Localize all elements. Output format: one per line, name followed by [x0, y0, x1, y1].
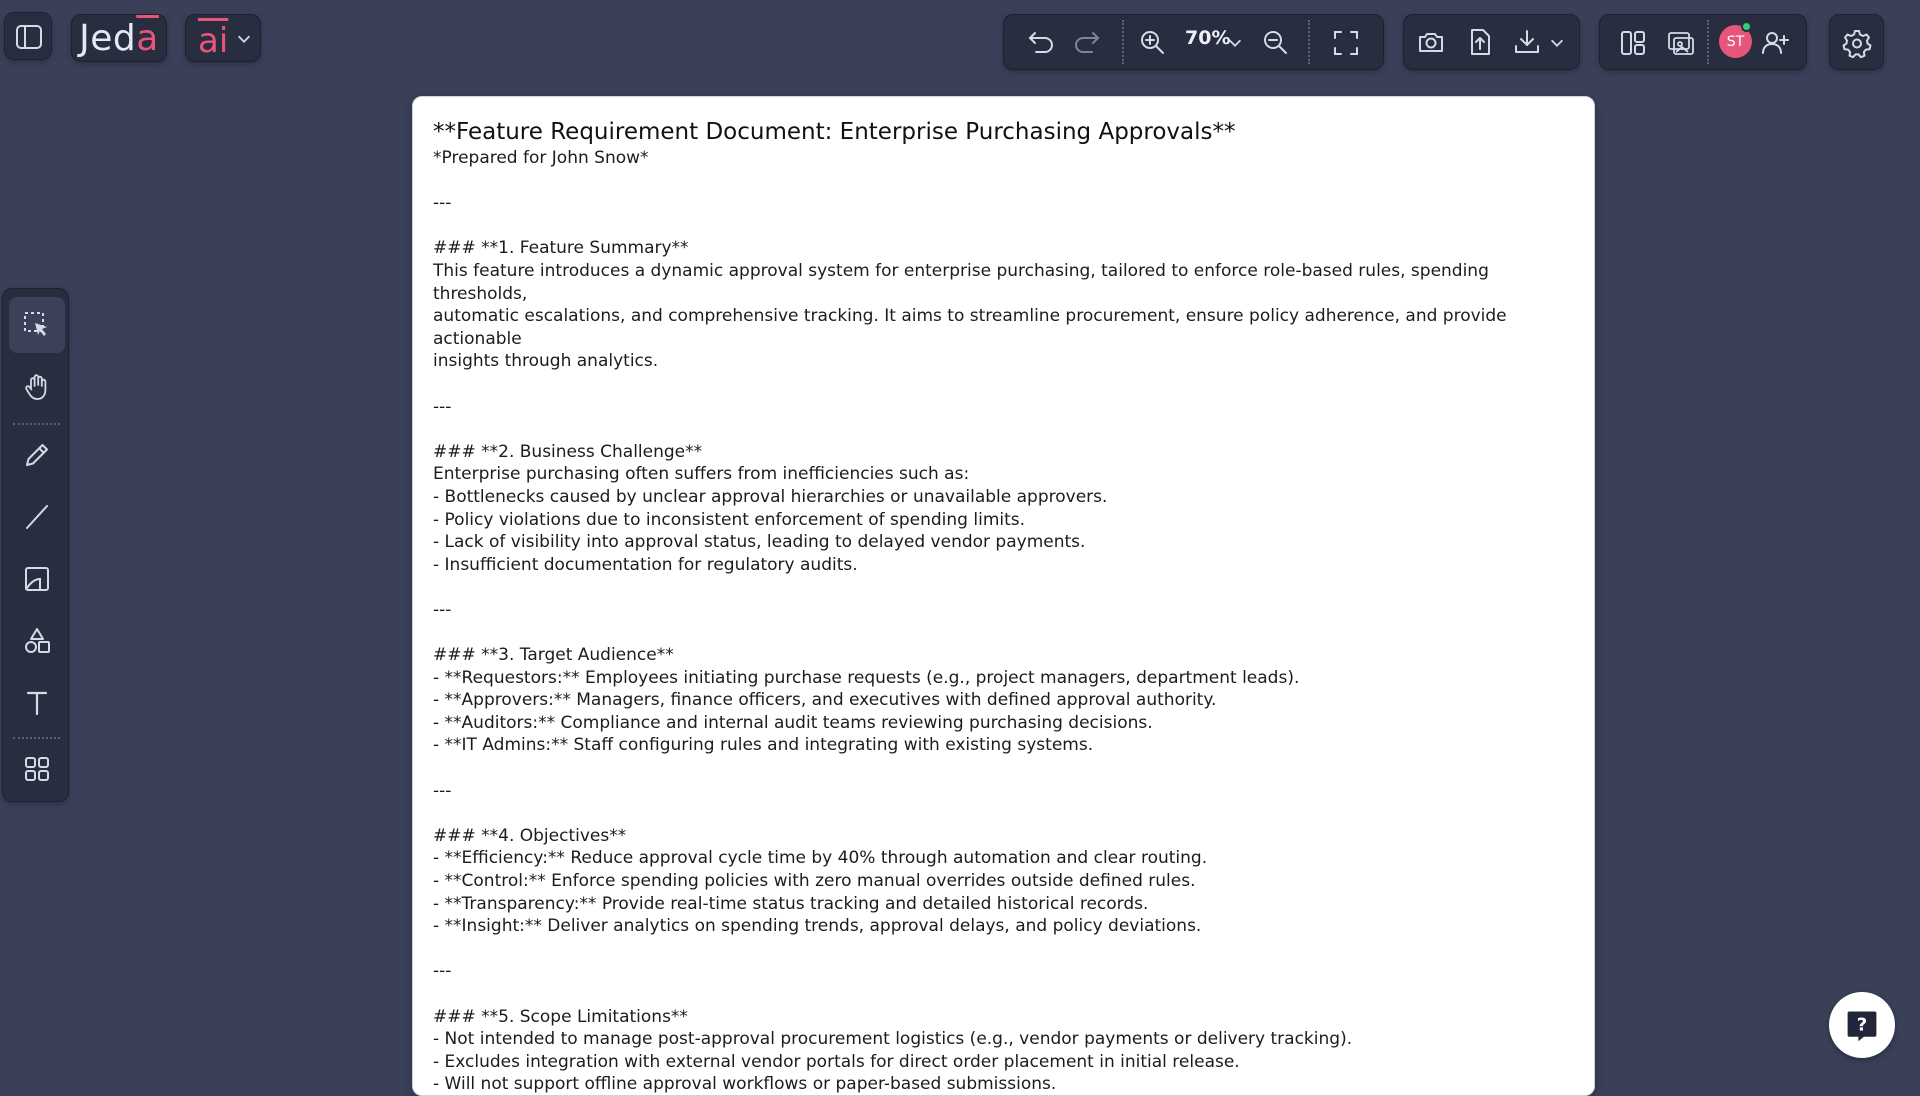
pencil-tool-button[interactable] — [9, 427, 65, 483]
components-tool-button[interactable] — [9, 741, 65, 797]
zoom-level[interactable]: 70% — [1185, 27, 1231, 49]
document-title: **Feature Requirement Document: Enterprise Purchasing Approvals** — [433, 119, 1236, 145]
toolbar-divider — [13, 423, 60, 425]
sidebar-toggle-button[interactable] — [4, 12, 52, 60]
document-line: --- — [433, 599, 452, 620]
document-line — [433, 576, 1574, 599]
line-tool-button[interactable] — [9, 489, 65, 545]
layout-panels-icon — [1618, 28, 1648, 58]
document-line: --- — [433, 396, 452, 417]
camera-icon — [1416, 27, 1446, 57]
brand-wordmark — [72, 15, 166, 61]
brand-logo[interactable] — [71, 14, 167, 62]
document-line: This feature introduces a dynamic approval system for enterprise purchasing, tailored to enforce role-based rules, spending thresholds, — [433, 260, 1495, 304]
document-line — [433, 418, 1574, 441]
document-line: ### **2. Business Challenge** — [433, 441, 703, 462]
document-line: - Lack of visibility into approval status, leading to delayed vendor payments. — [433, 532, 1086, 553]
text-icon — [22, 688, 52, 718]
add-user-icon — [1760, 28, 1790, 58]
document-line: - Bottlenecks caused by unclear approval hierarchies or unavailable approvers. — [433, 486, 1108, 507]
document-line: - Will not support offline approval workflows or paper-based submissions. — [433, 1074, 1057, 1095]
shapes-icon — [22, 626, 52, 656]
document-line: automatic escalations, and comprehensive tracking. It aims to streamline procurement, ensure policy adherence, and provide actionable — [433, 306, 1513, 349]
zoom-out-button[interactable] — [1259, 26, 1291, 58]
undo-button[interactable] — [1025, 26, 1057, 58]
redo-button[interactable] — [1071, 26, 1103, 58]
user-avatar[interactable]: ST — [1719, 25, 1752, 58]
ai-label: $\overline{ai}$ — [198, 21, 229, 61]
document-body — [433, 117, 1574, 1096]
hand-tool-button[interactable] — [9, 359, 65, 415]
document-content — [433, 147, 1574, 1096]
fullscreen-icon — [1331, 28, 1361, 58]
toolbar-divider — [1308, 20, 1310, 64]
document-line: *Prepared for John Snow* — [433, 148, 649, 168]
document-line — [433, 373, 1574, 396]
document-line: - **Auditors:** Compliance and internal audit teams reviewing purchasing decisions. — [433, 712, 1153, 733]
line-icon — [22, 502, 52, 532]
document-line — [433, 215, 1574, 238]
drawing-toolbar — [2, 288, 69, 802]
document-line: ### **1. Feature Summary** — [433, 238, 689, 259]
document-line — [433, 170, 1574, 193]
fit-screen-button[interactable] — [1329, 26, 1363, 60]
download-button[interactable] — [1510, 25, 1544, 59]
document-line: - Not intended to manage post-approval procurement logistics (e.g., vendor payments or delivery tracking). — [433, 1029, 1353, 1050]
brand-prefix: Jed — [79, 17, 137, 59]
document-line: - **Approvers:** Managers, finance officers, and executives with defined approval authority. — [433, 690, 1217, 711]
gear-icon — [1841, 27, 1873, 59]
help-button[interactable] — [1829, 992, 1895, 1058]
document-line — [433, 802, 1574, 825]
document-line: - **IT Admins:** Staff configuring rules and integrating with existing systems. — [433, 735, 1094, 756]
document-line: - **Requestors:** Employees initiating purchase requests (e.g., project managers, department leads). — [433, 667, 1300, 688]
toolbar-divider — [1707, 20, 1709, 64]
redo-icon — [1072, 27, 1102, 57]
help-question-icon — [1844, 1007, 1880, 1043]
toolbar-divider — [1122, 20, 1124, 64]
online-status-dot — [1741, 21, 1752, 32]
select-tool-button[interactable] — [9, 297, 65, 353]
hand-icon — [22, 372, 52, 402]
slides-icon — [1666, 28, 1696, 58]
undo-icon — [1026, 27, 1056, 57]
screenshot-button[interactable] — [1415, 26, 1447, 58]
sidebar-icon — [14, 22, 44, 52]
document-line: - **Insight:** Deliver analytics on spending trends, approval delays, and policy deviations. — [433, 916, 1202, 937]
document-line: --- — [433, 193, 452, 214]
zoom-in-button[interactable] — [1136, 26, 1168, 58]
toolbar-divider — [13, 737, 60, 739]
document-line: - Policy violations due to inconsistent enforcement of spending limits. — [433, 509, 1026, 530]
document-line: insights through analytics. — [433, 351, 659, 372]
download-icon — [1512, 27, 1542, 57]
document-line: Enterprise purchasing often suffers from inefficiencies such as: — [433, 464, 970, 485]
zoom-out-icon — [1260, 27, 1290, 57]
ai-menu-button[interactable] — [185, 14, 261, 62]
document-line: --- — [433, 961, 452, 982]
presentation-button[interactable] — [1664, 26, 1698, 60]
document-line — [433, 983, 1574, 1006]
image-tool-button[interactable] — [9, 551, 65, 607]
zoom-in-icon — [1137, 27, 1167, 57]
document-line: ### **5. Scope Limitations** — [433, 1006, 688, 1027]
document-line — [433, 757, 1574, 780]
grid-icon — [22, 754, 52, 784]
document-line: - **Transparency:** Provide real-time status tracking and detailed historical records. — [433, 893, 1149, 914]
svg-text:?: ? — [1856, 1014, 1868, 1036]
chevron-down-icon — [234, 29, 254, 49]
document-line: - **Control:** Enforce spending policies with zero manual overrides outside defined rules. — [433, 871, 1196, 891]
document-line — [433, 938, 1574, 961]
document-line: - Excludes integration with external vendor portals for direct order placement in initial release. — [433, 1051, 1240, 1072]
upload-file-icon — [1465, 27, 1495, 57]
document-line: - Insufficient documentation for regulatory audits. — [433, 554, 858, 575]
layout-button[interactable] — [1616, 26, 1650, 60]
upload-button[interactable] — [1464, 25, 1496, 59]
document-line: ### **3. Target Audience** — [433, 645, 674, 666]
text-tool-button[interactable] — [9, 675, 65, 731]
document-canvas[interactable] — [412, 96, 1595, 1096]
select-cursor-icon — [22, 310, 52, 340]
document-line — [433, 621, 1574, 644]
zoom-dropdown-chevron-icon[interactable] — [1224, 32, 1246, 54]
pencil-icon — [22, 440, 52, 470]
brand-suffix: $\overline{a}$ — [136, 17, 159, 59]
document-line: --- — [433, 780, 452, 801]
shapes-tool-button[interactable] — [9, 613, 65, 669]
download-options-chevron-icon[interactable] — [1546, 32, 1568, 54]
document-line: - **Efficiency:** Reduce approval cycle time by 40% through automation and clear routing. — [433, 848, 1208, 869]
image-icon — [22, 564, 52, 594]
settings-button[interactable] — [1829, 14, 1884, 70]
document-line: ### **4. Objectives** — [433, 825, 627, 846]
invite-user-button[interactable] — [1758, 26, 1792, 60]
